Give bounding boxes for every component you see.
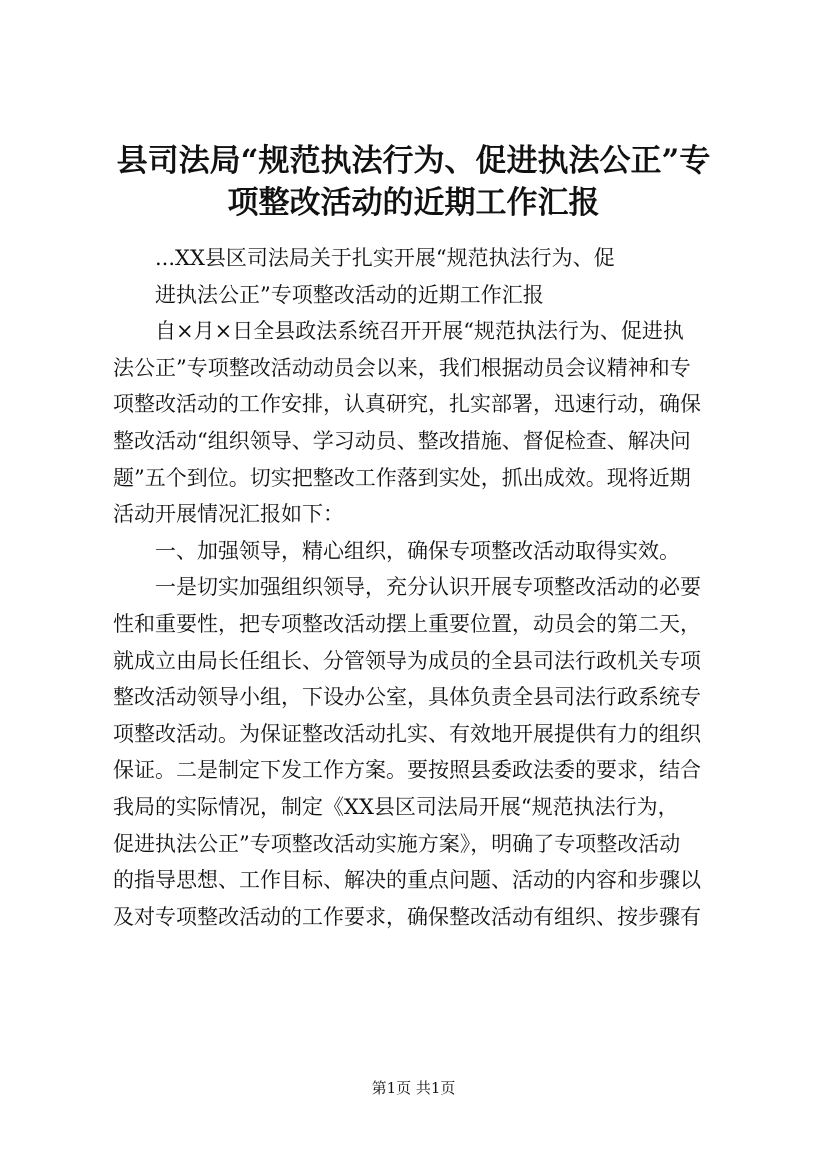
body-line: ...XX县区司法局关于扎实开展“规范执法行为、促 bbox=[155, 246, 615, 270]
body-line: 促进执法公正”专项整改活动实施方案》，明确了专项整改活动 bbox=[113, 831, 681, 856]
body-line: 法公正”专项整改活动动员会以来，我们根据动员会议精神和专 bbox=[113, 355, 691, 380]
body-line: 项整改活动的工作安排，认真研究，扎实部署，迅速行动，确保 bbox=[113, 392, 701, 417]
body-line: 进执法公正”专项整改活动的近期工作汇报 bbox=[155, 282, 544, 307]
body-line: 的指导思想、工作目标、解决的重点问题、活动的内容和步骤以 bbox=[113, 868, 701, 893]
document-title bbox=[80, 140, 747, 224]
document-body bbox=[113, 240, 733, 935]
body-line: 整改活动领导小组，下设办公室，具体负责全县司法行政系统专 bbox=[113, 685, 701, 710]
body-line: 就成立由局长任组长、分管领导为成员的全县司法行政机关专项 bbox=[113, 648, 701, 673]
body-line: 一是切实加强组织领导，充分认识开展专项整改活动的必要 bbox=[155, 575, 701, 600]
title-line-2: 项整改活动的近期工作汇报 bbox=[227, 185, 600, 221]
body-line: 我局的实际情况，制定《XX县区司法局开展“规范执法行为， bbox=[113, 794, 679, 819]
page-footer: 第1页 共1页 bbox=[371, 1079, 456, 1097]
body-line: 项整改活动。为保证整改活动扎实、有效地开展提供有力的组织 bbox=[113, 721, 701, 746]
body-line: 性和重要性，把专项整改活动摆上重要位置，动员会的第二天， bbox=[113, 611, 701, 636]
body-line: 保证。二是制定下发工作方案。要按照县委政法委的要求，结合 bbox=[113, 758, 701, 783]
body-line: 自×月×日全县政法系统召开开展“规范执法行为、促进执 bbox=[155, 319, 684, 344]
title-line-1: 县司法局“规范执法行为、促进执法公正”专 bbox=[116, 143, 711, 179]
body-line: 活动开展情况汇报如下： bbox=[113, 502, 344, 527]
body-line: 题”五个到位。切实把整改工作落到实处，抓出成效。现将近期 bbox=[113, 465, 691, 490]
body-line: 及对专项整改活动的工作要求，确保整改活动有组织、按步骤有 bbox=[113, 904, 701, 929]
section-heading: 一、加强领导，精心组织，确保专项整改活动取得实效。 bbox=[155, 538, 680, 563]
body-line: 整改活动“组织领导、学习动员、整改措施、督促检查、解决问 bbox=[113, 428, 691, 453]
